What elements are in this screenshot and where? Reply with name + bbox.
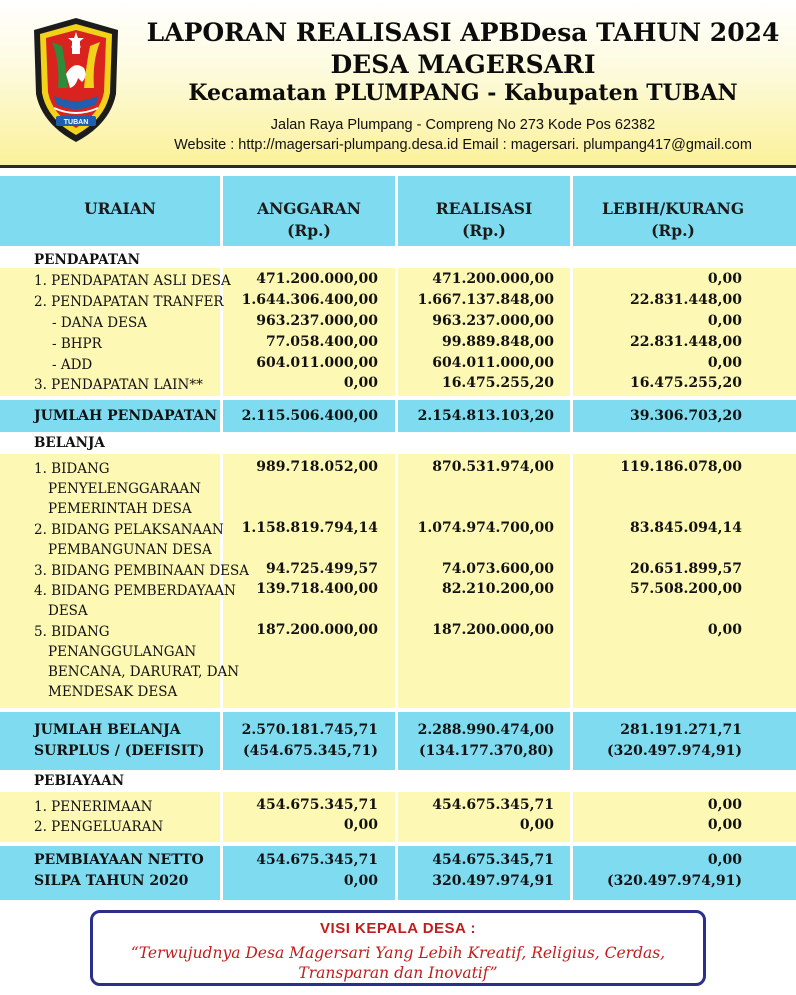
section-title-pembiayaan: PEBIAYAAN xyxy=(34,773,125,789)
row-realisasi: 1.667.137.848,00 xyxy=(417,292,554,308)
row-anggaran: 94.725.499,57 xyxy=(265,561,378,577)
row-anggaran: 471.200.000,00 xyxy=(256,271,378,287)
pembiayaan-netto-label: PEMBIAYAAN NETTO xyxy=(34,852,204,868)
row-label: - DANA DESA xyxy=(52,315,147,331)
row-anggaran: 989.718.052,00 xyxy=(256,459,378,475)
pembiayaan-netto-selisih: 0,00 xyxy=(707,852,742,868)
vision-box xyxy=(90,910,706,986)
total-pendapatan-label: JUMLAH PENDAPATAN xyxy=(34,408,218,424)
address-line: Jalan Raya Plumpang - Compreng No 273 Kode Pos 62382 xyxy=(270,117,656,133)
surplus-label: SURPLUS / (DEFISIT) xyxy=(34,743,205,759)
column-header-realisasi: REALISASI xyxy=(435,199,533,218)
row-realisasi: 74.073.600,00 xyxy=(441,561,554,577)
row-anggaran: 604.011.000,00 xyxy=(256,355,378,371)
row-label: - BHPR xyxy=(52,336,102,352)
row-label: - ADD xyxy=(52,357,93,373)
row-selisih: 0,00 xyxy=(707,817,742,833)
row-label-line: BENCANA, DARURAT, DAN xyxy=(48,664,240,680)
row-label-line: 3. BIDANG PEMBINAAN DESA xyxy=(34,563,249,579)
row-anggaran: 454.675.345,71 xyxy=(256,797,378,813)
logo-label: TUBAN xyxy=(63,119,89,126)
row-anggaran: 1.644.306.400,00 xyxy=(241,292,378,308)
surplus-anggaran: (454.675.345,71) xyxy=(242,743,378,759)
row-label: 2. PENGELUARAN xyxy=(34,819,164,835)
row-realisasi: 16.475.255,20 xyxy=(441,375,554,391)
silpa-realisasi: 320.497.974,91 xyxy=(432,873,554,889)
row-label: 3. PENDAPATAN LAIN** xyxy=(34,377,203,393)
row-label: 1. PENDAPATAN ASLI DESA xyxy=(34,273,231,289)
row-realisasi: 187.200.000,00 xyxy=(432,622,554,638)
village-name: DESA MAGERSARI xyxy=(330,50,596,79)
column-header-anggaran: ANGGARAN xyxy=(257,199,361,218)
row-label-line: DESA xyxy=(48,603,88,619)
total-belanja-band xyxy=(0,712,796,770)
total-pendapatan-anggaran: 2.115.506.400,00 xyxy=(241,408,378,424)
total-pendapatan-realisasi: 2.154.813.103,20 xyxy=(417,408,554,424)
column-header-lebih-kurang-unit: (Rp.) xyxy=(651,221,695,240)
column-header-uraian: URAIAN xyxy=(84,199,156,218)
row-selisih: 20.651.899,57 xyxy=(629,561,742,577)
header-divider xyxy=(0,165,796,168)
row-selisih: 0,00 xyxy=(707,622,742,638)
row-realisasi: 99.889.848,00 xyxy=(441,334,554,350)
total-belanja-label: JUMLAH BELANJA xyxy=(34,722,181,738)
row-selisih: 119.186.078,00 xyxy=(620,459,742,475)
column-header-anggaran-unit: (Rp.) xyxy=(287,221,331,240)
row-anggaran: 187.200.000,00 xyxy=(256,622,378,638)
surplus-realisasi: (134.177.370,80) xyxy=(418,743,554,759)
silpa-anggaran: 0,00 xyxy=(343,873,378,889)
vision-title: VISI KEPALA DESA : xyxy=(320,920,476,937)
total-pendapatan-selisih: 39.306.703,20 xyxy=(629,408,742,424)
column-header-lebih-kurang: LEBIH/KURANG xyxy=(601,199,745,218)
row-realisasi: 82.210.200,00 xyxy=(441,581,554,597)
row-selisih: 83.845.094,14 xyxy=(629,520,742,536)
section-title-belanja: BELANJA xyxy=(34,435,105,451)
row-selisih: 22.831.448,00 xyxy=(629,292,742,308)
silpa-selisih: (320.497.974,91) xyxy=(606,873,742,889)
row-realisasi: 471.200.000,00 xyxy=(432,271,554,287)
budget-table xyxy=(0,176,796,900)
letterhead xyxy=(0,0,796,165)
row-anggaran: 0,00 xyxy=(343,817,378,833)
row-label-line: MENDESAK DESA xyxy=(48,684,178,700)
row-anggaran: 963.237.000,00 xyxy=(256,313,378,329)
row-label-line: PENYELENGGARAAN xyxy=(48,481,201,497)
column-header-realisasi-unit: (Rp.) xyxy=(462,221,506,240)
row-label-line: PENANGGULANGAN xyxy=(48,644,197,660)
row-anggaran: 139.718.400,00 xyxy=(256,581,378,597)
pembiayaan-netto-realisasi: 454.675.345,71 xyxy=(432,852,554,868)
row-realisasi: 454.675.345,71 xyxy=(432,797,554,813)
silpa-label: SILPA TAHUN 2020 xyxy=(34,873,189,889)
total-belanja-anggaran: 2.570.181.745,71 xyxy=(241,722,378,738)
surplus-selisih: (320.497.974,91) xyxy=(606,743,742,759)
row-selisih: 0,00 xyxy=(707,355,742,371)
row-label-line: 1. BIDANG xyxy=(34,461,110,477)
row-selisih: 16.475.255,20 xyxy=(629,375,742,391)
row-label-line: PEMBANGUNAN DESA xyxy=(48,542,212,558)
vision-statement: “Terwujudnya Desa Magersari Yang Lebih Kreatif, Religius, Cerdas, Transparan dan Inovatif” xyxy=(130,944,666,982)
total-belanja-realisasi: 2.288.990.474,00 xyxy=(417,722,554,738)
row-realisasi: 1.074.974.700,00 xyxy=(417,520,554,536)
row-realisasi: 604.011.000,00 xyxy=(432,355,554,371)
row-selisih: 0,00 xyxy=(707,271,742,287)
row-label-line: 4. BIDANG PEMBERDAYAAN xyxy=(34,583,236,599)
row-label-line: PEMERINTAH DESA xyxy=(48,501,192,517)
row-realisasi: 963.237.000,00 xyxy=(432,313,554,329)
pembiayaan-netto-anggaran: 454.675.345,71 xyxy=(256,852,378,868)
row-realisasi: 0,00 xyxy=(519,817,554,833)
row-realisasi: 870.531.974,00 xyxy=(432,459,554,475)
row-anggaran: 1.158.819.794,14 xyxy=(241,520,378,536)
row-selisih: 57.508.200,00 xyxy=(629,581,742,597)
tuban-regency-emblem-icon xyxy=(30,16,122,144)
row-selisih: 0,00 xyxy=(707,797,742,813)
row-label: 2. PENDAPATAN TRANFER xyxy=(34,294,224,310)
row-label-line: 5. BIDANG xyxy=(34,624,110,640)
section-band-belanja xyxy=(0,432,796,454)
row-anggaran: 0,00 xyxy=(343,375,378,391)
total-belanja-selisih: 281.191.271,71 xyxy=(620,722,742,738)
website-email-line: Website : http://magersari-plumpang.desa.id Email : magersari. plumpang417@gmail.com xyxy=(174,137,752,153)
row-label: 1. PENERIMAAN xyxy=(34,799,153,815)
district-name: Kecamatan PLUMPANG - Kabupaten TUBAN xyxy=(188,80,738,106)
row-selisih: 22.831.448,00 xyxy=(629,334,742,350)
row-anggaran: 77.058.400,00 xyxy=(265,334,378,350)
row-selisih: 0,00 xyxy=(707,313,742,329)
report-title: LAPORAN REALISASI APBDesa TAHUN 2024 xyxy=(146,18,780,47)
row-label-line: 2. BIDANG PELAKSANAAN xyxy=(34,522,224,538)
section-title-pendapatan: PENDAPATAN xyxy=(34,252,140,268)
